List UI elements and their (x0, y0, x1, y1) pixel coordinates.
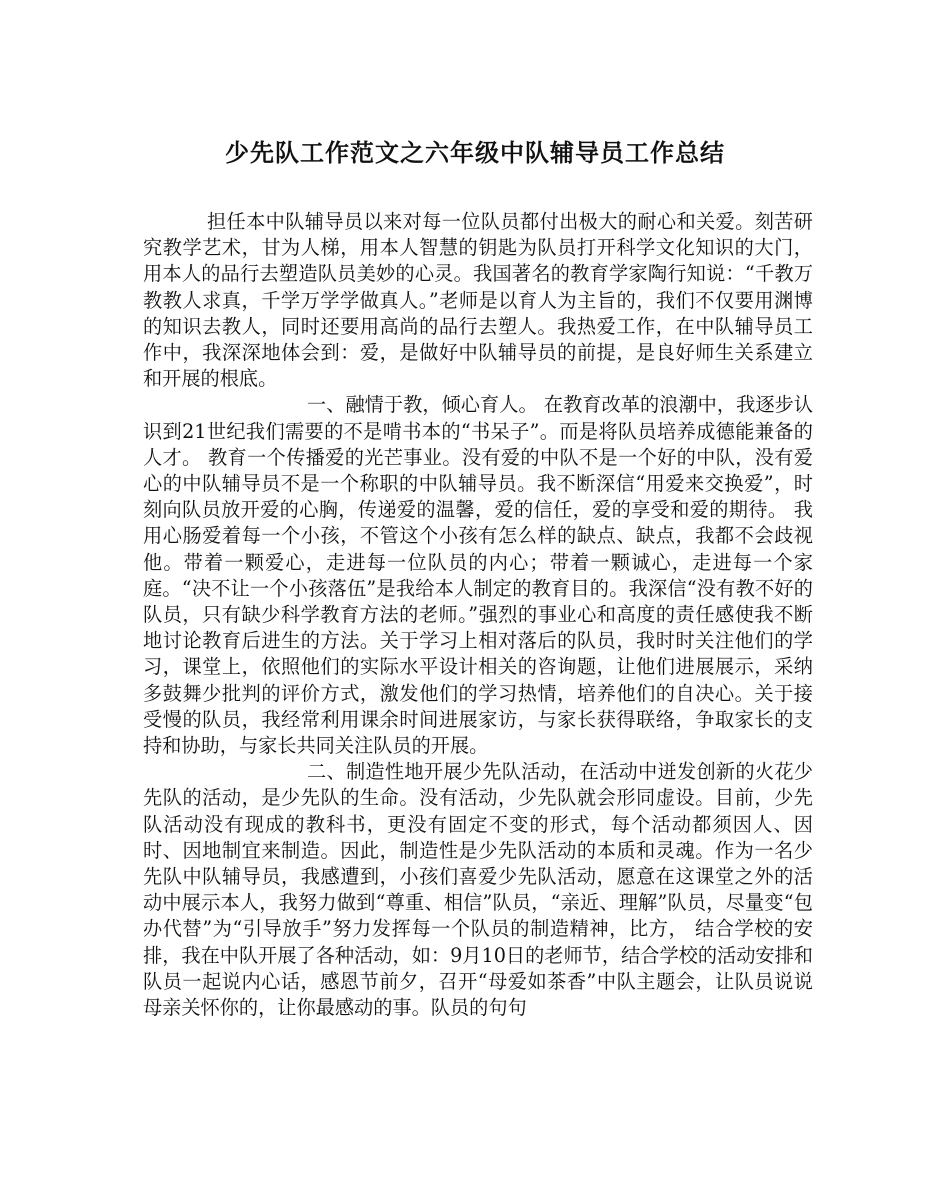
paragraph-intro: 担任本中队辅导员以来对每一位队员都付出极大的耐心和关爱。刻苦研究教学艺术，甘为人梯，用本人智慧的钥匙为队员打开科学文化知识的大门，用本人的品行去塑造队员美妙的心灵。我国著名的教育学家陶行知说：“千教万教教人求真，千学万学学做真人。”老师是以育人为主旨的，我们不仅要用渊博的知识去教人，同时还要用高尚的品行去塑人。我热爱工作，在中队辅导员工作中，我深深地体会到：爱，是做好中队辅导员的前提，是良好师生关系建立和开展的根底。 (143, 210, 813, 391)
document-body (143, 209, 813, 1021)
paragraph-section-2: 二、制造性地开展少先队活动，在活动中迸发创新的火花少先队的活动，是少先队的生命。没有活动，少先队就会形同虚设。目前，少先队活动没有现成的教科书，更没有固定不变的形式，每个活动都须因人、因时、因地制宜来制造。因此，制造性是少先队活动的本质和灵魂。作为一名少先队中队辅导员，我感遭到，小孩们喜爱少先队活动，愿意在这课堂之外的活动中展示本人，我努力做到“尊重、相信”队员，“亲近、理解”队员，尽量变“包办代替”为“引导放手”努力发挥每一个队员的制造精神，比方， 结合学校的安排，我在中队开展了各种活动，如：9月10日的老师节，结合学校的活动安排和队员一起说内心话，感恩节前夕，召开“母爱如茶香”中队主题会，让队员说说母亲关怀你的，让你最感动的事。队员的句句 (143, 760, 813, 1020)
paragraph-section-1: 一、融情于教，倾心育人。 在教育改革的浪潮中，我逐步认识到21世纪我们需要的不是啃书本的“书呆子”。而是将队员培养成德能兼备的人才。 教育一个传播爱的光芒事业。没有爱的中队不是一个好的中队，没有爱心的中队辅导员不是一个称职的中队辅导员。我不断深信“用爱来交换爱”，时刻向队员放开爱的心胸，传递爱的温馨，爱的信任，爱的享受和爱的期待。 我用心肠爱着每一个小孩，不管这个小孩有怎么样的缺点、缺点，我都不会歧视他。带着一颗爱心，走进每一位队员的内心；带着一颗诚心，走进每一个家庭。“决不让一个小孩落伍”是我给本人制定的教育目的。我深信“没有教不好的队员，只有缺少科学教育方法的老师。”强烈的事业心和高度的责任感使我不断地讨论教育后进生的方法。关于学习上相对落后的队员，我时时关注他们的学习，课堂上，依照他们的实际水平设计相关的咨询题，让他们进展展示，采纳多鼓舞少批判的评价方式，激发他们的学习热情，培养他们的自决心。关于接受慢的队员，我经常利用课余时间进展家访，与家长获得联络，争取家长的支持和协助，与家长共同关注队员的开展。 (143, 393, 813, 758)
document-title: 少先队工作范文之六年级中队辅导员工作总结 (225, 139, 725, 167)
